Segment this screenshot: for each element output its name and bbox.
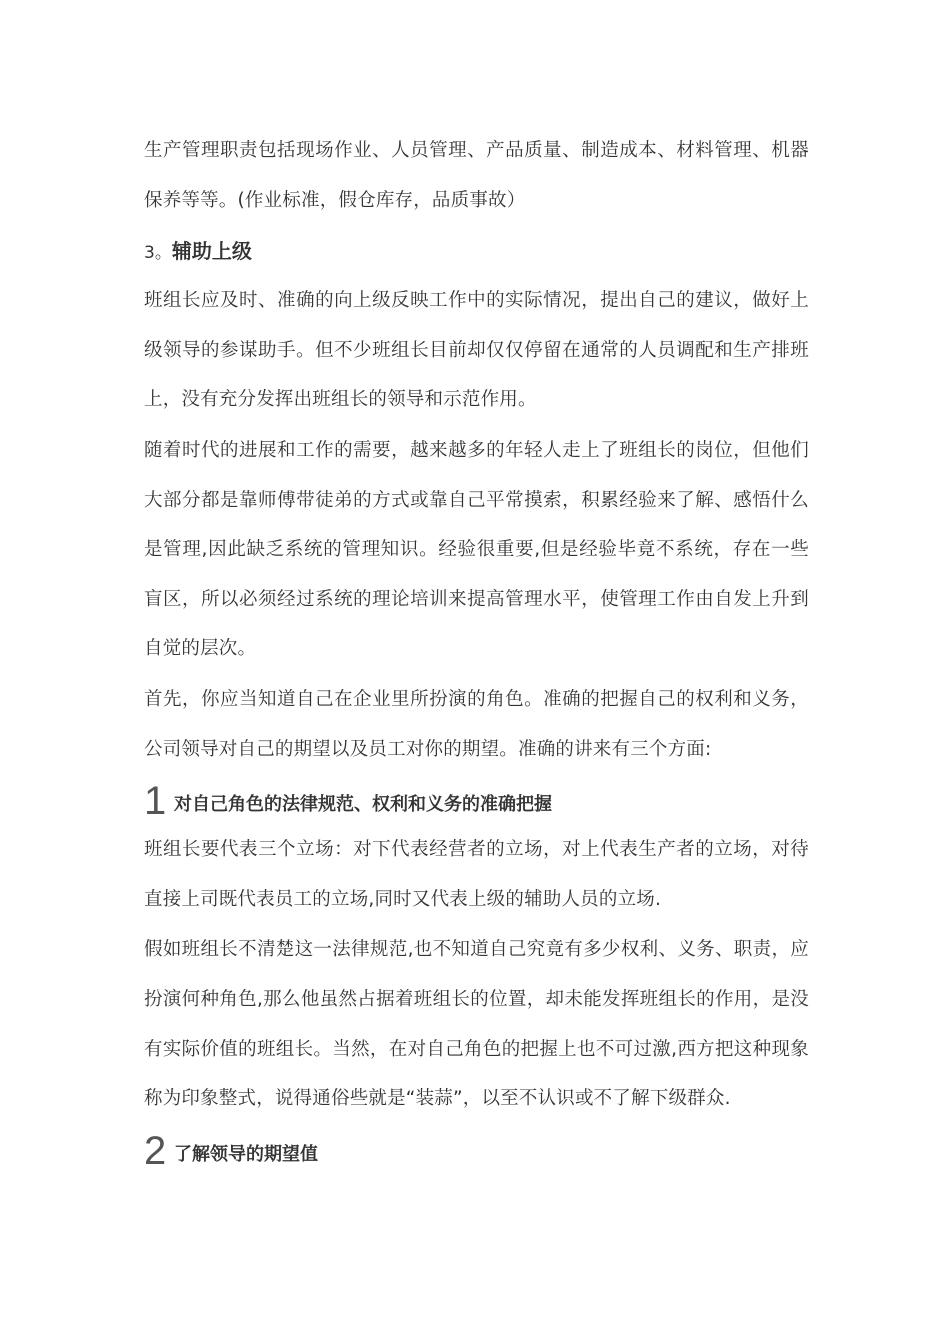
numbered-heading-1: [144, 775, 809, 825]
item-title: 对自己角色的法律规范、权利和义务的准确把握: [174, 794, 552, 816]
paragraph-production-duties: 生产管理职责包括现场作业、人员管理、产品质量、制造成本、材料管理、机器保养等等。(作业标准，假仓库存，品质事故）: [144, 140, 809, 211]
section-heading-3: [144, 226, 809, 276]
paragraph-assist-superior: 班组长应及时、准确的向上级反映工作中的实际情况，提出自己的建议，做好上级领导的参谋助手。但不少班组长目前却仅仅停留在通常的人员调配和生产排班上，没有充分发挥出班组长的领导和示范作用。: [144, 290, 809, 411]
item-number: 1: [144, 779, 167, 824]
paragraph-legal-norms: 假如班组长不清楚这一法律规范,也不知道自己究竟有多少权利、义务、职责，应扮演何种角色,那么他虽然占据着班组长的位置，却未能发挥班组长的作用，是没有实际价值的班组长。当然，在对自己角色的把握上也不可过激,西方把这种现象称为印象整式，说得通俗些就是“装蒜”，以至不认识或不了解下级群众.: [144, 939, 809, 1110]
item-title: 了解领导的期望值: [174, 1143, 318, 1165]
paragraph-young-leaders: 随着时代的进展和工作的需要，越来越多的年轻人走上了班组长的岗位，但他们大部分都是靠师傅带徒弟的方式或靠自己平常摸索，积累经验来了解、感悟什么是管理,因此缺乏系统的管理知识。经验很重要,但是经验毕竟不系统，存在一些盲区，所以必须经过系统的理论培训来提高管理水平，使管理工作由自发上升到自觉的层次。: [144, 439, 809, 660]
paragraph-know-your-role: 首先，你应当知道自己在企业里所扮演的角色。准确的把握自己的权利和义务，公司领导对自己的期望以及员工对你的期望。准确的讲来有三个方面:: [144, 688, 809, 760]
section-title: 辅助上级: [171, 239, 252, 264]
paragraph-three-positions: 班组长要代表三个立场：对下代表经营者的立场，对上代表生产者的立场，对待直接上司既代表员工的立场,同时又代表上级的辅助人员的立场.: [144, 839, 809, 910]
section-number: 3。: [144, 243, 172, 264]
numbered-heading-2: [144, 1125, 809, 1175]
document-body: [144, 126, 809, 1175]
item-number: 2: [144, 1128, 167, 1173]
